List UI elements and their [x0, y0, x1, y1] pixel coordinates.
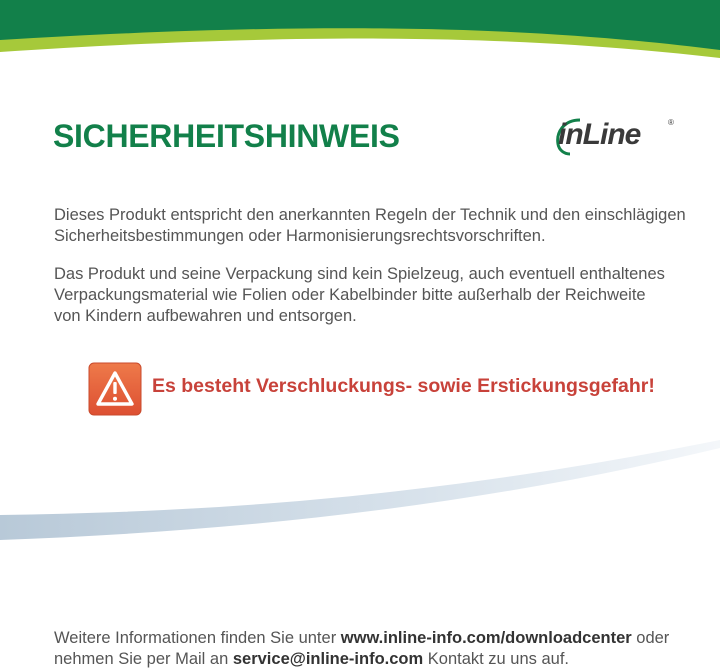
footer-text: Weitere Informationen finden Sie unter	[54, 629, 341, 647]
footer-line-1	[54, 628, 669, 649]
header-wave-banner	[0, 0, 720, 70]
footer-line-2	[54, 649, 669, 670]
paragraph-line: von Kindern aufbewahren und entsorgen.	[54, 307, 357, 325]
packaging-paragraph	[54, 264, 694, 327]
footer-wave-decoration	[0, 440, 720, 550]
footer-text: Kontakt zu uns auf.	[423, 650, 570, 668]
footer-text: oder	[631, 629, 670, 647]
choking-warning-text: Es besteht Verschluckungs- sowie Erstickungsgefahr!	[152, 375, 655, 397]
footer-text: nehmen Sie per Mail an	[54, 650, 233, 668]
paragraph-line: Das Produkt und seine Verpackung sind kein Spielzeug, auch eventuell enthaltenes	[54, 265, 665, 283]
inline-logo	[558, 116, 680, 160]
paragraph-line: Verpackungsmaterial wie Folien oder Kabelbinder bitte außerhalb der Reichweite	[54, 286, 646, 304]
downloadcenter-link[interactable]: www.inline-info.com/downloadcenter	[340, 629, 632, 647]
warning-triangle-icon	[88, 362, 142, 416]
paragraph-line: Sicherheitsbestimmungen oder Harmonisierungsrechtsvorschriften.	[54, 227, 546, 245]
footer-contact-info	[54, 628, 669, 670]
registered-mark: ®	[668, 118, 674, 127]
paragraph-line: Dieses Produkt entspricht den anerkannten Regeln der Technik und den einschlägigen	[54, 206, 686, 224]
page-title: SICHERHEITSHINWEIS	[53, 118, 400, 154]
service-email-link[interactable]: service@inline-info.com	[232, 650, 424, 668]
intro-paragraph	[54, 205, 694, 247]
logo-wordmark: inLine	[558, 118, 641, 151]
